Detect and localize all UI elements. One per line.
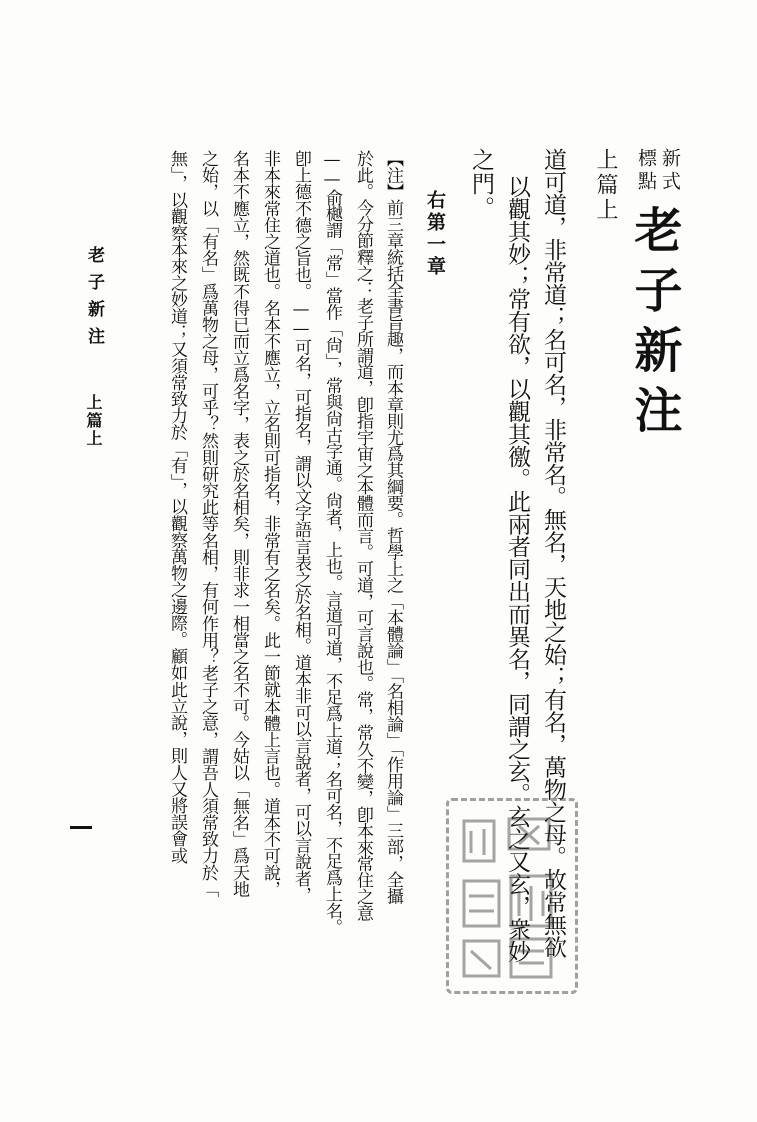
commentary-line-4: 卽上德不德之旨也。——可名，可指名，謂以文字語言表之於名相。道本非可以言說者，可以言說者， xyxy=(291,150,311,904)
commentary-line-2: 於此。今分節釋之：老子所謂道，卽指宇宙之本體而言。可道，可言說也。常，常久不變，卽本來常住之意 xyxy=(353,150,373,921)
series-label-bottom: 標點 xyxy=(635,148,657,194)
commentary-line-6: 名本不應立，然既不得已而立爲名字，表之於名相矣，則非求一相當之名不可。今姑以「無名」爲天地 xyxy=(229,150,249,898)
classic-text-line-1: 道可道，非常道；名可名，非常名。無名，天地之始；有名，萬物之母。故常無欲 xyxy=(540,148,566,958)
library-seal-stamp xyxy=(446,798,578,994)
classic-text-line-3: 之門。 xyxy=(468,148,494,220)
commentary-line-5: 非本來常住之道也。名本不應立，立名則可指名，非常有之名矣。此一節就本體上言也。道本不可說， xyxy=(260,150,280,898)
commentary-line-8: 無」，以觀察本來之妙道；又須常致力於「有」，以觀察萬物之邊際。顧如此立說，則人又將誤會或 xyxy=(167,150,187,864)
commentary-line-1: 【注】前三章統括全書旨趣，而本章則尤爲其綱要。哲學上之「本體論」「名相論」「作用論」三部，全攝 xyxy=(383,150,403,904)
series-label-top: 新式 xyxy=(659,148,681,194)
classic-text-line-2: 以觀其妙；常有欲，以觀其徼。此兩者同出而異名，同謂之玄。玄之又玄，衆妙 xyxy=(504,175,530,963)
chapter-label: 右第一章 xyxy=(424,190,446,278)
commentary-line-7: 之始，以「有名」爲萬物之母，可乎？然則研究此等名相，有何作用？老子之意，謂吾人須常致力於「 xyxy=(198,150,218,898)
book-title: 老子新注 xyxy=(626,205,682,445)
page-number xyxy=(70,826,92,829)
section-heading: 上篇上 xyxy=(593,148,618,223)
running-head-section: 上篇上 xyxy=(84,394,103,448)
commentary-line-3: ——俞樾謂「常」當作「尙」，常與尙古字通。尙者，上也。言道可道，不足爲上道；名可名，不足爲上名。 xyxy=(322,150,342,935)
running-head-title: 老子新注 xyxy=(84,246,104,354)
page-number-text xyxy=(0,0,1,1)
